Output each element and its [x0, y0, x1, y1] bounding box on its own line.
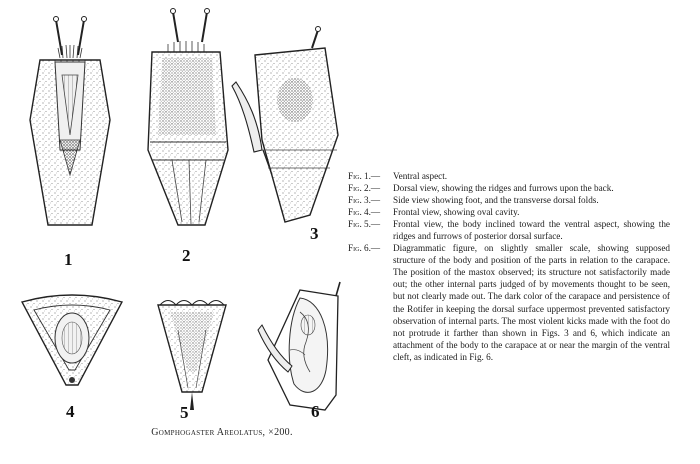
legend-label: Fig. 1.— — [348, 171, 381, 181]
figure-3-side-view — [232, 27, 338, 223]
figure-2-dorsal-view — [148, 9, 228, 226]
legend-text: Dorsal view, showing the ridges and furrows upon the back. — [393, 183, 614, 194]
legend-item-fig-6 — [348, 242, 670, 362]
plate-caption: Gomphogaster Areolatus, ×200. — [151, 427, 293, 438]
legend-text: Side view showing foot, and the transverse dorsal folds. — [393, 195, 599, 206]
figure-1-ventral-aspect — [30, 17, 110, 226]
species-name: Gomphogaster Areolatus — [151, 427, 263, 438]
figure-number-4: 4 — [66, 402, 75, 421]
figure-5-frontal-inclined — [158, 301, 226, 411]
legend-label: Fig. 4.— — [348, 207, 381, 218]
legend-label: Fig. 2.— — [348, 183, 381, 194]
figure-6-diagrammatic — [258, 282, 340, 410]
legend-label: Fig. 5.— — [348, 219, 381, 230]
legend-item-fig-3 — [348, 194, 670, 206]
figure-number-5: 5 — [180, 403, 189, 422]
legend-text: Frontal view, showing oval cavity. — [393, 207, 520, 218]
figure-4-frontal-view — [22, 295, 122, 385]
legend-item-fig-2 — [348, 182, 670, 194]
legend-item-fig-1 — [348, 170, 670, 182]
figure-number-1: 1 — [64, 250, 73, 269]
legend-item-fig-5 — [348, 218, 670, 242]
figure-number-6: 6 — [311, 402, 320, 421]
legend-item-fig-4 — [348, 206, 670, 218]
legend-text: Ventral aspect. — [393, 171, 448, 181]
legend-text: Frontal view, the body inclined toward the ventral aspect, showing the ridges and furrows of posterior dorsal surface. — [393, 219, 670, 242]
figure-number-2: 2 — [182, 246, 191, 265]
legend-label: Fig. 6.— — [348, 243, 381, 254]
legend-label: Fig. 3.— — [348, 195, 381, 206]
figure-number-3: 3 — [310, 224, 319, 243]
legend-text: Diagrammatic figure, on slightly smaller scale, showing supposed structure of the body and position of the parts in relation to the carapace. The position of the mastox observed; its structure not satisfactorily made out; the other internal parts judged of by movements thought to be seen, but not clearly made out. The dark color of the carapace and persistence of the Rotifer in keeping the dorsal surface uppermost prevented satisfactory observation of internal parts. The most violent kicks made with the foot do not protrude it farther than shown in Figs. 3 and 6, which indicate an attachment of the body to the carapace at or near the margin of the ventral cleft, as indicated in Fig. 6. — [393, 243, 670, 362]
magnification: ×200. — [268, 427, 293, 438]
figure-legend — [348, 170, 670, 363]
